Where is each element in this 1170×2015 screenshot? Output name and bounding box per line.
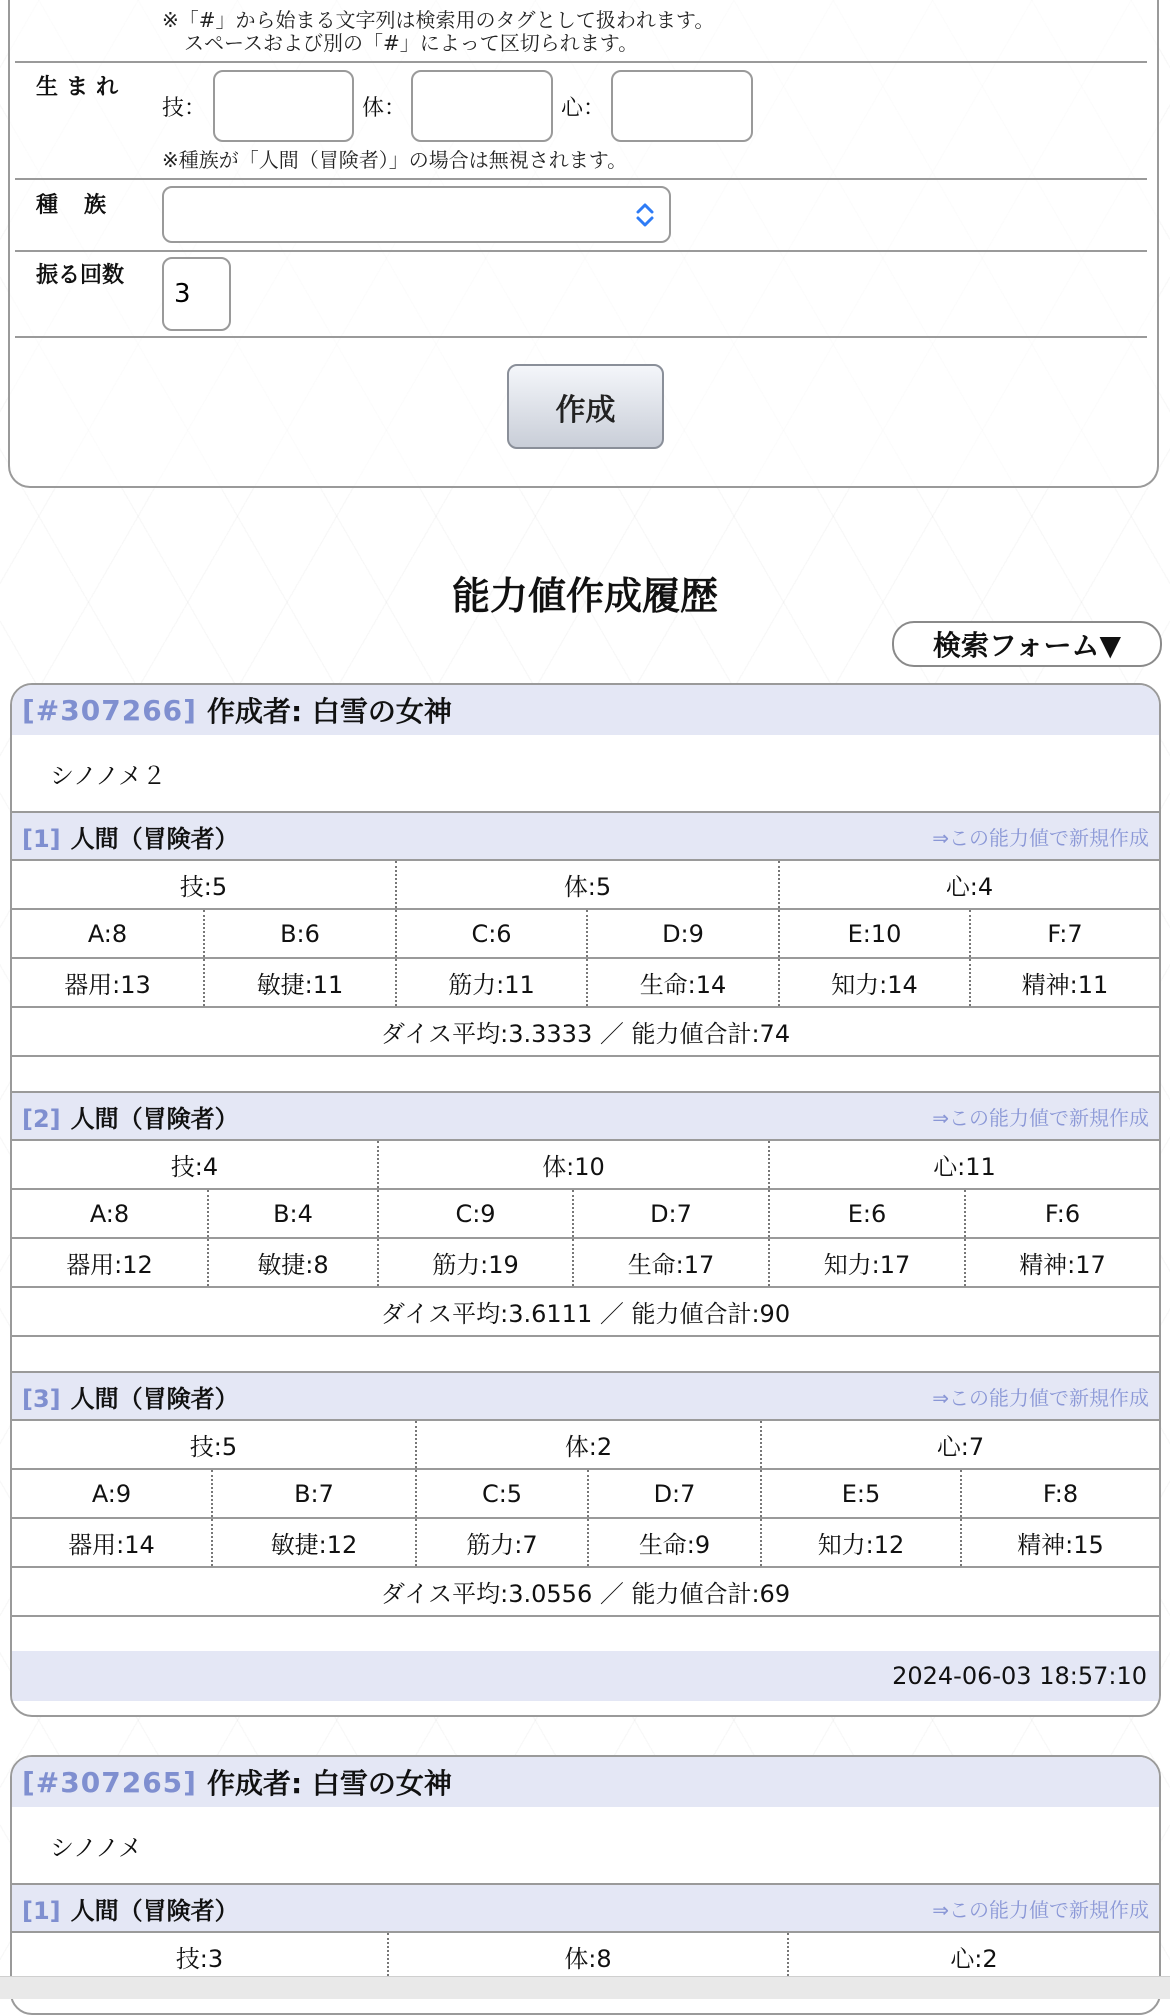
dice-c: C:9 bbox=[377, 1190, 572, 1237]
base-waza: 技:5 bbox=[189, 1433, 238, 1461]
race-select[interactable] bbox=[162, 186, 671, 243]
roll-block bbox=[12, 1371, 1159, 1651]
new-from-roll-link[interactable]: ⇒この能力値で新規作成 bbox=[932, 1897, 1149, 1922]
stat-agility: 敏捷:11 bbox=[203, 959, 395, 1006]
roll-index: [3] bbox=[22, 1384, 61, 1413]
history-title: 能力値作成履歴 bbox=[451, 574, 718, 618]
dice-b: B:7 bbox=[211, 1470, 415, 1517]
birth-tai-input[interactable] bbox=[411, 70, 553, 142]
select-arrows-icon bbox=[635, 200, 655, 230]
stat-vitality: 生命:14 bbox=[586, 959, 778, 1006]
divider bbox=[15, 61, 1147, 63]
stat-agility: 敏捷:12 bbox=[211, 1519, 415, 1566]
roll-race: 人間（冒険者） bbox=[70, 824, 239, 853]
base-row bbox=[12, 1419, 1159, 1468]
birth-waza-input[interactable] bbox=[213, 70, 354, 142]
summary-row bbox=[12, 1566, 1159, 1617]
entry-id: [#307266] bbox=[22, 693, 197, 727]
dice-f: F:6 bbox=[964, 1190, 1159, 1237]
stat-spirit: 精神:15 bbox=[960, 1519, 1159, 1566]
entry-character-name: シノノメ bbox=[50, 1833, 143, 1862]
dice-a: A:9 bbox=[91, 1479, 132, 1508]
stat-intelligence: 知力:12 bbox=[760, 1519, 960, 1566]
entry-character-name: シノノメ２ bbox=[50, 761, 167, 790]
waza-label: 技： bbox=[162, 96, 207, 121]
roll-block bbox=[12, 811, 1159, 1091]
stats-row bbox=[12, 957, 1159, 1006]
roll-race: 人間（冒険者） bbox=[70, 1896, 239, 1925]
dice-b: B:6 bbox=[203, 910, 395, 957]
base-kokoro: 心:2 bbox=[787, 1933, 1159, 1980]
new-from-roll-link[interactable]: ⇒この能力値で新規作成 bbox=[932, 1385, 1149, 1410]
base-kokoro: 心:7 bbox=[760, 1421, 1159, 1468]
new-from-roll-link[interactable]: ⇒この能力値で新規作成 bbox=[932, 1105, 1149, 1130]
base-row bbox=[12, 859, 1159, 908]
roll-header bbox=[12, 1373, 1159, 1419]
entry-timestamp-row bbox=[12, 1651, 1159, 1701]
base-waza: 技:5 bbox=[179, 873, 228, 901]
stat-dexterity: 器用:13 bbox=[64, 971, 151, 999]
entry-author: 作成者: 白雪の女神 bbox=[206, 695, 452, 728]
roll-header bbox=[12, 813, 1159, 859]
birth-note: ※種族が「人間（冒険者）」の場合は無視されます。 bbox=[162, 148, 628, 172]
dice-a: A:8 bbox=[87, 919, 128, 948]
create-button[interactable]: 作成 bbox=[507, 364, 664, 449]
base-waza: 技:3 bbox=[175, 1945, 224, 1973]
roll-count-label: 振る回数 bbox=[36, 263, 125, 288]
spacer bbox=[12, 1617, 1159, 1651]
roll-block bbox=[12, 1883, 1159, 1980]
dice-row bbox=[12, 1188, 1159, 1237]
dice-d: D:9 bbox=[586, 910, 778, 957]
roll-index: [1] bbox=[22, 824, 61, 853]
dice-e: E:6 bbox=[768, 1190, 964, 1237]
entry-timestamp: 2024-06-03 18:57:10 bbox=[892, 1662, 1147, 1690]
race-label: 種 族 bbox=[36, 193, 109, 218]
dice-b: B:4 bbox=[207, 1190, 377, 1237]
stat-agility: 敏捷:8 bbox=[207, 1239, 377, 1286]
tag-note-line-2: スペースおよび別の「#」によって区切られます。 bbox=[184, 31, 639, 55]
birth-kokoro-input[interactable] bbox=[611, 70, 753, 142]
summary-row bbox=[12, 1006, 1159, 1057]
history-entry bbox=[10, 683, 1161, 1717]
base-kokoro: 心:11 bbox=[768, 1141, 1159, 1188]
stat-vitality: 生命:9 bbox=[587, 1519, 760, 1566]
base-tai: 体:2 bbox=[415, 1421, 760, 1468]
entry-header bbox=[12, 1757, 1159, 1807]
new-from-roll-link[interactable]: ⇒この能力値で新規作成 bbox=[932, 825, 1149, 850]
roll-index: [2] bbox=[22, 1104, 61, 1133]
entry-author: 作成者: 白雪の女神 bbox=[206, 1767, 452, 1800]
browser-bottom-bar bbox=[0, 1976, 1170, 1999]
roll-block bbox=[12, 1091, 1159, 1371]
roll-summary: ダイス平均:3.6111 ／ 能力値合計:90 bbox=[380, 1300, 791, 1328]
roll-header bbox=[12, 1093, 1159, 1139]
stats-row bbox=[12, 1237, 1159, 1286]
stat-intelligence: 知力:17 bbox=[768, 1239, 964, 1286]
stat-spirit: 精神:11 bbox=[969, 959, 1159, 1006]
summary-row bbox=[12, 1286, 1159, 1337]
dice-row bbox=[12, 908, 1159, 957]
divider bbox=[15, 178, 1147, 180]
dice-c: C:5 bbox=[415, 1470, 587, 1517]
entry-id: [#307265] bbox=[22, 1765, 197, 1799]
roll-summary: ダイス平均:3.3333 ／ 能力値合計:74 bbox=[380, 1020, 791, 1048]
birth-label: 生まれ bbox=[36, 75, 127, 100]
search-form-toggle[interactable]: 検索フォーム▼ bbox=[892, 621, 1162, 667]
dice-e: E:10 bbox=[778, 910, 969, 957]
dice-d: D:7 bbox=[572, 1190, 768, 1237]
stat-intelligence: 知力:14 bbox=[778, 959, 969, 1006]
stat-strength: 筋力:11 bbox=[395, 959, 586, 1006]
divider bbox=[15, 250, 1147, 252]
roll-race: 人間（冒険者） bbox=[70, 1104, 239, 1133]
base-row bbox=[12, 1931, 1159, 1980]
tai-label: 体： bbox=[362, 96, 407, 121]
divider bbox=[15, 336, 1147, 338]
dice-f: F:8 bbox=[960, 1470, 1159, 1517]
base-tai: 体:10 bbox=[377, 1141, 768, 1188]
base-waza: 技:4 bbox=[170, 1153, 219, 1181]
base-kokoro: 心:4 bbox=[778, 861, 1159, 908]
dice-e: E:5 bbox=[760, 1470, 960, 1517]
dice-d: D:7 bbox=[587, 1470, 760, 1517]
spacer bbox=[12, 1337, 1159, 1371]
kokoro-label: 心： bbox=[561, 96, 606, 121]
tag-note-line-1: ※「#」から始まる文字列は検索用のタグとして扱われます。 bbox=[162, 8, 715, 32]
stat-spirit: 精神:17 bbox=[964, 1239, 1159, 1286]
roll-summary: ダイス平均:3.0556 ／ 能力値合計:69 bbox=[380, 1580, 791, 1608]
dice-a: A:8 bbox=[89, 1199, 130, 1228]
base-row bbox=[12, 1139, 1159, 1188]
stat-dexterity: 器用:14 bbox=[68, 1531, 155, 1559]
spacer bbox=[12, 1057, 1159, 1091]
roll-count-input[interactable] bbox=[162, 257, 231, 331]
stats-row bbox=[12, 1517, 1159, 1566]
base-tai: 体:5 bbox=[395, 861, 778, 908]
dice-c: C:6 bbox=[395, 910, 586, 957]
stat-vitality: 生命:17 bbox=[572, 1239, 768, 1286]
stat-dexterity: 器用:12 bbox=[66, 1251, 153, 1279]
dice-f: F:7 bbox=[969, 910, 1159, 957]
dice-row bbox=[12, 1468, 1159, 1517]
stat-strength: 筋力:7 bbox=[415, 1519, 587, 1566]
base-tai: 体:8 bbox=[387, 1933, 787, 1980]
roll-index: [1] bbox=[22, 1896, 61, 1925]
stat-strength: 筋力:19 bbox=[377, 1239, 572, 1286]
roll-header bbox=[12, 1885, 1159, 1931]
roll-race: 人間（冒険者） bbox=[70, 1384, 239, 1413]
entry-header bbox=[12, 685, 1159, 735]
